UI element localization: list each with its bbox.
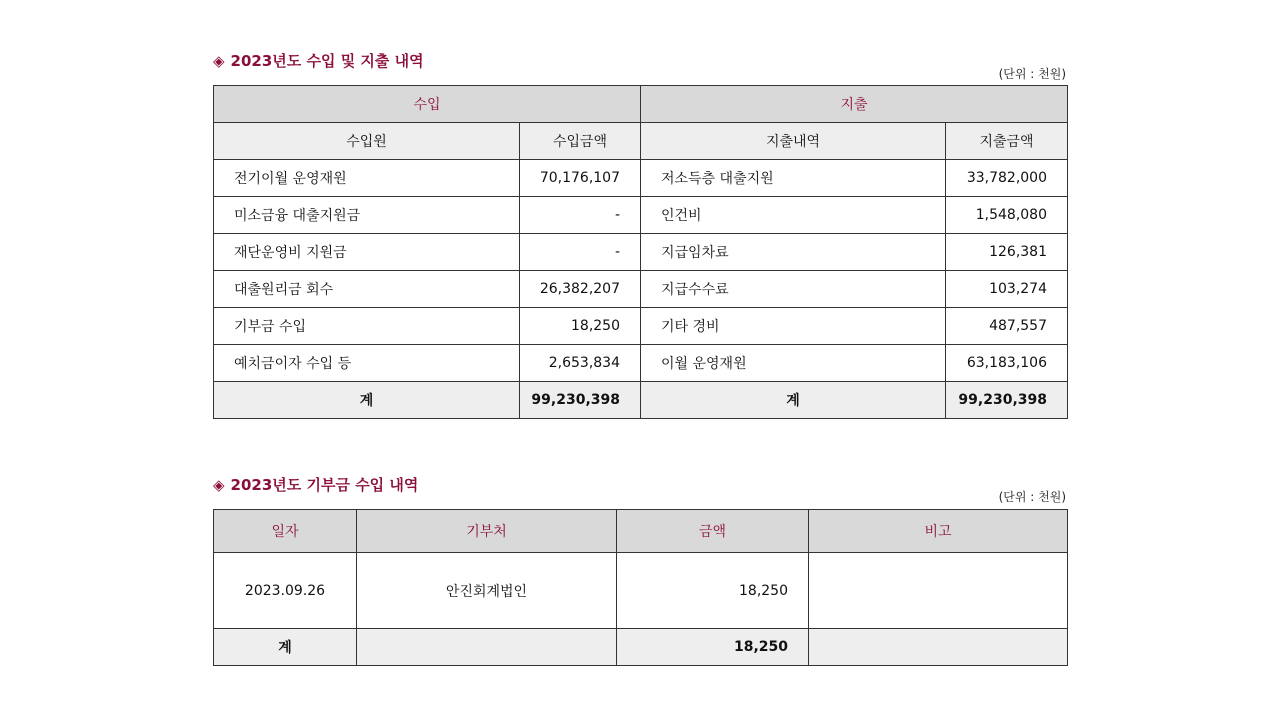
income-total-amount: 99,230,398 xyxy=(520,382,641,419)
expense-item: 지급임차료 xyxy=(641,234,946,271)
income-source: 대출원리금 회수 xyxy=(214,271,520,308)
expense-amount: 487,557 xyxy=(946,308,1068,345)
donation-note xyxy=(809,553,1068,629)
expense-item: 인건비 xyxy=(641,197,946,234)
expense-item: 지급수수료 xyxy=(641,271,946,308)
column-header-income-source: 수입원 xyxy=(214,123,520,160)
expense-item: 이월 운영재원 xyxy=(641,345,946,382)
income-amount: 18,250 xyxy=(520,308,641,345)
donation-total-note xyxy=(809,629,1068,666)
section2-unit: (단위 : 천원) xyxy=(998,490,1066,504)
expense-total-amount: 99,230,398 xyxy=(946,382,1068,419)
table-row xyxy=(214,271,1068,308)
income-source: 전기이월 운영재원 xyxy=(214,160,520,197)
diamond-bullet-icon: ◈ xyxy=(213,51,225,70)
table-row xyxy=(214,234,1068,271)
table-row xyxy=(214,197,1068,234)
column-header-expense-item: 지출내역 xyxy=(641,123,946,160)
donation-total-label: 계 xyxy=(214,629,357,666)
income-amount: 70,176,107 xyxy=(520,160,641,197)
total-row xyxy=(214,382,1068,419)
column-header-expense-amount: 지출금액 xyxy=(946,123,1068,160)
section2-title xyxy=(213,474,418,495)
donation-amount: 18,250 xyxy=(617,553,809,629)
donation-donor: 안진회계법인 xyxy=(357,553,617,629)
column-header-amount: 금액 xyxy=(617,510,809,553)
donation-table xyxy=(213,509,1068,666)
table-row xyxy=(214,345,1068,382)
income-group-header: 수입 xyxy=(214,86,641,123)
column-header-note: 비고 xyxy=(809,510,1068,553)
expense-item: 저소득층 대출지원 xyxy=(641,160,946,197)
expense-amount: 1,548,080 xyxy=(946,197,1068,234)
income-amount: - xyxy=(520,197,641,234)
income-amount: 26,382,207 xyxy=(520,271,641,308)
income-source: 예치금이자 수입 등 xyxy=(214,345,520,382)
table-row xyxy=(214,308,1068,345)
income-source: 미소금융 대출지원금 xyxy=(214,197,520,234)
donation-total-donor xyxy=(357,629,617,666)
donation-date: 2023.09.26 xyxy=(214,553,357,629)
income-expense-table xyxy=(213,85,1068,419)
section1-unit: (단위 : 천원) xyxy=(998,67,1066,81)
income-amount: - xyxy=(520,234,641,271)
section1-title-text: 2023년도 수입 및 지출 내역 xyxy=(230,52,424,70)
income-source: 재단운영비 지원금 xyxy=(214,234,520,271)
expense-item: 기타 경비 xyxy=(641,308,946,345)
table-row xyxy=(214,160,1068,197)
expense-amount: 63,183,106 xyxy=(946,345,1068,382)
income-source: 기부금 수입 xyxy=(214,308,520,345)
expense-amount: 103,274 xyxy=(946,271,1068,308)
section2-title-text: 2023년도 기부금 수입 내역 xyxy=(230,476,419,494)
donation-total-amount: 18,250 xyxy=(617,629,809,666)
income-total-label: 계 xyxy=(214,382,520,419)
total-row xyxy=(214,629,1068,666)
column-header-date: 일자 xyxy=(214,510,357,553)
section1-title xyxy=(213,50,424,71)
diamond-bullet-icon: ◈ xyxy=(213,475,225,494)
income-amount: 2,653,834 xyxy=(520,345,641,382)
column-header-donor: 기부처 xyxy=(357,510,617,553)
column-header-income-amount: 수입금액 xyxy=(520,123,641,160)
expense-amount: 126,381 xyxy=(946,234,1068,271)
expense-group-header: 지출 xyxy=(641,86,1068,123)
table-row xyxy=(214,553,1068,629)
expense-total-label: 계 xyxy=(641,382,946,419)
expense-amount: 33,782,000 xyxy=(946,160,1068,197)
